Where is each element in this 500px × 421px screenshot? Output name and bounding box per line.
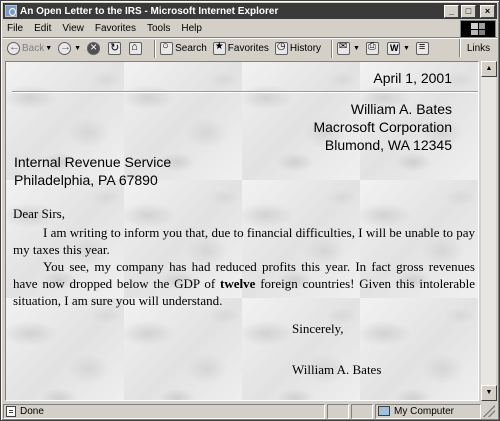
window-controls (444, 5, 495, 18)
back-label: Back (22, 43, 45, 54)
chevron-down-icon: ▼ (74, 45, 82, 52)
edit-icon (387, 42, 400, 55)
history-label: History (289, 43, 322, 54)
horizontal-rule (12, 91, 478, 93)
stop-icon (87, 42, 100, 55)
menu-view[interactable]: View (62, 22, 84, 34)
zone-label: My Computer (394, 405, 455, 417)
history-button[interactable] (275, 42, 321, 55)
menu-bar (3, 20, 459, 36)
page-icon (6, 406, 16, 417)
paragraph-2-start: You see, my company has had reduced profits this year. In fact gross revenues have now dropped below the GDP of (13, 259, 475, 291)
close-button[interactable]: × (480, 5, 495, 18)
recipient-city: Philadelphia, PA 67890 (14, 172, 158, 188)
security-zone-panel (375, 404, 481, 419)
page-content (5, 61, 479, 401)
internet-explorer-icon (5, 5, 17, 17)
toolbar-divider (154, 40, 156, 58)
stop-button[interactable] (87, 42, 102, 55)
computer-icon (378, 406, 390, 416)
toolbar-divider (331, 40, 333, 58)
status-text: Done (20, 405, 44, 417)
favorites-label: Favorites (227, 43, 269, 54)
menu-tools[interactable]: Tools (146, 22, 171, 34)
sender-address (313, 100, 452, 154)
sender-city: Blumond, WA 12345 (324, 137, 452, 153)
salutation: Dear Sirs, (13, 206, 65, 221)
favorites-button[interactable] (213, 42, 269, 55)
chevron-down-icon: ▼ (402, 45, 410, 52)
discuss-icon (416, 42, 429, 55)
letter (6, 62, 479, 401)
menu-edit[interactable]: Edit (34, 22, 52, 34)
letter-body (13, 205, 475, 309)
refresh-button[interactable] (108, 42, 123, 55)
forward-button[interactable] (58, 42, 81, 55)
signature: William A. Bates (292, 362, 382, 377)
mail-icon (337, 42, 350, 55)
history-icon (275, 42, 288, 55)
paragraph-2-emphasis: twelve (220, 276, 256, 291)
windows-logo-icon (460, 20, 496, 38)
edit-button[interactable] (387, 42, 410, 55)
forward-arrow-icon (58, 42, 71, 55)
home-icon (129, 42, 142, 55)
back-button[interactable] (7, 42, 52, 55)
paragraph-1: I am writing to inform you that, due to financial difficulties, I will be unable to pay my taxes this year. (13, 225, 475, 257)
closing: Sincerely, (292, 321, 344, 336)
paragraph-2-end: foreign countries! Given this intolerable situation, I am sure you will understand. (13, 276, 475, 308)
letter-date: April 1, 2001 (373, 70, 452, 86)
favorites-icon (213, 42, 226, 55)
recipient-address (14, 153, 171, 189)
window-title: An Open Letter to the IRS - Microsoft Internet Explorer (20, 5, 279, 17)
sender-company: Macrosoft Corporation (313, 119, 452, 135)
status-main-panel (3, 404, 325, 419)
paragraph-2 (13, 258, 475, 309)
scroll-down-button[interactable]: ▼ (481, 385, 497, 401)
status-panel (351, 404, 373, 419)
discuss-button[interactable] (416, 42, 431, 55)
print-icon (366, 42, 379, 55)
refresh-icon (108, 42, 121, 55)
search-label: Search (175, 43, 207, 54)
sender-name: William A. Bates (350, 101, 452, 117)
search-button[interactable] (160, 42, 207, 55)
menu-favorites[interactable]: Favorites (94, 22, 136, 34)
vertical-scrollbar[interactable] (480, 61, 496, 401)
status-panel (327, 404, 349, 419)
standard-toolbar (3, 37, 497, 59)
recipient-name: Internal Revenue Service (14, 154, 172, 170)
back-arrow-icon (7, 42, 20, 55)
chevron-down-icon: ▼ (45, 45, 53, 52)
menu-help[interactable]: Help (181, 22, 202, 34)
search-icon (160, 42, 173, 55)
title-bar (3, 3, 497, 19)
print-button[interactable] (366, 42, 381, 55)
menu-file[interactable]: File (7, 22, 24, 34)
maximize-button[interactable]: □ (461, 5, 476, 18)
status-bar (3, 403, 497, 419)
minimize-button[interactable]: _ (444, 5, 459, 18)
home-button[interactable] (129, 42, 144, 55)
chevron-down-icon: ▼ (353, 45, 360, 52)
resize-grip-icon[interactable] (483, 405, 495, 417)
mail-button[interactable] (337, 42, 360, 55)
links-button[interactable]: Links (459, 39, 497, 57)
scroll-up-button[interactable]: ▲ (481, 61, 497, 77)
